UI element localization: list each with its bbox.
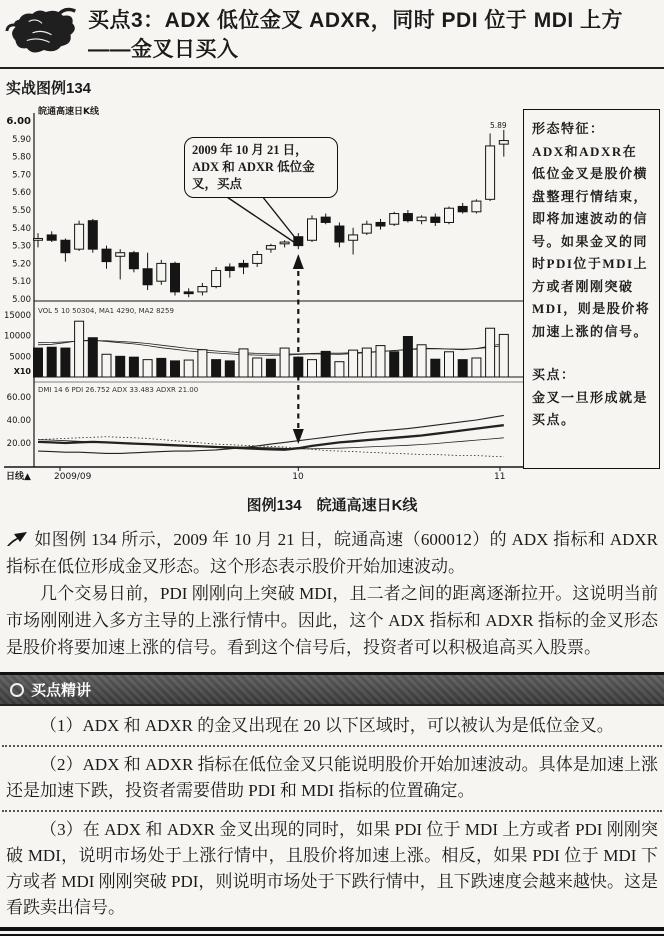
svg-text:60.00: 60.00 [6,393,31,403]
highlight-section-header [0,672,664,706]
sidebar-title-pattern: 形态特征： [532,121,605,136]
svg-text:5000: 5000 [9,352,31,363]
page-header [0,0,664,64]
sidebar-title-buypoint: 买点： [532,367,576,382]
body-paragraph-2: 几个交易日前，PDI 刚刚向上突破 MDI，且二者之间的距离逐渐拉开。这说明当前市场刚刚进入多方主导的上涨行情中。因此，这个 ADX 指标和 ADXR 指标的金叉形态是股价将要加速上涨的信号。看到这个信号后，投资者可以积极追高买入股票。 [6,584,658,657]
key-point-1: （1）ADX 和 ADXR 的金叉出现在 20 以下区域时，可以被认为是低位金叉。 [2,708,662,747]
section-label: 实战图例134 [6,80,92,97]
chart-callout-text: 2009 年 10 月 21 日，ADX 和 ADXR 低位金叉，买点 [192,143,315,191]
sidebar-body-pattern: ADX和ADXR在低位金叉是股价横盘整理行情结束，即将加速波动的信号。如果金叉的同时PDI位于MDI上方或者刚刚突破MDI，则是股价将加速上涨的信号。 [532,143,651,339]
svg-text:5.89: 5.89 [490,121,507,130]
key-point-2: （2）ADX 和 ADXR 指标在低位金叉只能说明股价开始加速波动。具体是加速上涨还是加速下跌，投资者需要借助 PDI 和 MDI 指标的位置确定。 [2,747,662,812]
body-paragraph-1-text: 如图例 134 所示，2009 年 10 月 21 日，皖通高速（600012）的 ADX 指标和 ADXR 指标在低位形成金叉形态。这个形态表示股价开始加速波动。 [6,530,658,576]
svg-text:5.90: 5.90 [12,134,31,145]
chart-callout [184,137,338,198]
header-divider [0,67,664,69]
svg-text:5.50: 5.50 [12,206,31,216]
key-point-3: （3）在 ADX 和 ADXR 金叉出现的同时，如果 PDI 位于 MDI 上方或者 PDI 刚刚突破 MDI，说明市场处于上涨行情中，且股价将加速上涨。相反，如果 PDI 位于 MDI 下方或者 MDI 刚刚突破 PDI，则说明市场处于下跌行情中，且下跌速度会越来越快。这是看跌卖出信号。 [6,820,658,917]
svg-text:40.00: 40.00 [6,416,31,426]
svg-text:DMI 14 6 PDI 26.752 ADX 33.483: DMI 14 6 PDI 26.752 ADX 33.483 ADXR 21.00 [38,386,199,394]
svg-text:X10: X10 [13,367,31,376]
circle-bullet-icon [10,683,24,697]
sidebar-gap [532,343,651,364]
svg-text:5.10: 5.10 [12,277,31,288]
sidebar-body-buypoint: 金叉一旦形成就是买点。 [532,389,649,427]
svg-text:15000: 15000 [4,311,31,321]
figure-caption: 图例134 皖通高速日K线 [246,497,418,514]
stock-chart [4,101,660,481]
svg-text:VOL 5 10 50304, MA1 4290, MA2: VOL 5 10 50304, MA1 4290, MA2 8259 [38,307,174,315]
svg-text:5.30: 5.30 [12,241,31,252]
highlight-section-label: 买点精讲 [31,682,92,699]
paragraph-marker-icon [6,528,28,544]
svg-text:5.80: 5.80 [12,152,31,163]
svg-text:6.00: 6.00 [6,116,31,127]
svg-text:皖通高速日K线: 皖通高速日K线 [38,107,99,117]
svg-text:20.00: 20.00 [6,439,31,449]
svg-text:10000: 10000 [4,331,31,342]
svg-text:5.20: 5.20 [12,259,31,270]
svg-text:11: 11 [494,472,506,481]
page-bottom-rule [0,927,664,936]
svg-text:5.60: 5.60 [12,188,31,199]
svg-text:5.00: 5.00 [12,295,31,305]
svg-text:5.70: 5.70 [12,170,31,181]
body-paragraph-1 [6,526,658,580]
svg-text:2009/09: 2009/09 [54,472,92,481]
bull-icon [4,4,80,58]
chart-sidebar [523,109,660,469]
svg-text:5.40: 5.40 [12,223,31,234]
svg-text:10: 10 [292,472,304,481]
page-title: 买点3：ADX 低位金叉 ADXR，同时 PDI 位于 MDI 上方——金叉日买入 [88,9,624,61]
svg-text:日线▲: 日线▲ [6,472,31,481]
key-points-list [0,708,664,925]
